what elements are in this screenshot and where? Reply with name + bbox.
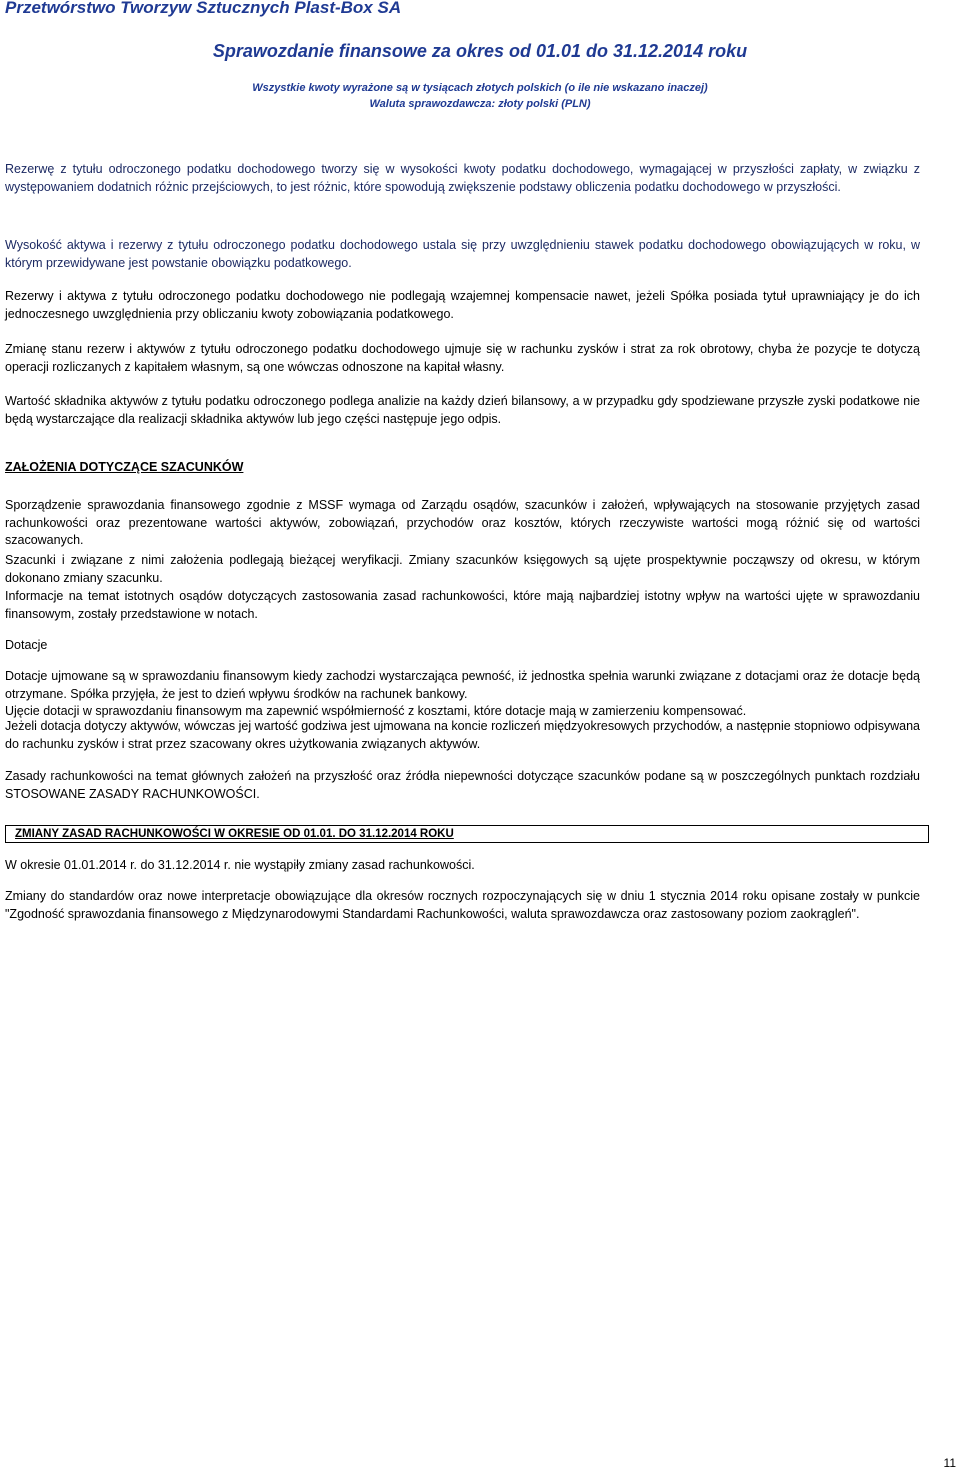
- heading-accounting-changes-box: ZMIANY ZASAD RACHUNKOWOŚCI W OKRESIE OD 01.01. DO 31.12.2014 ROKU: [5, 825, 929, 843]
- paragraph-change-in-reserves: Zmianę stanu rezerw i aktywów z tytułu odroczonego podatku dochodowego ujmuje się w rachunku zysków i strat za rok obrotowy, chyba że pozycje te dotyczą operacji rozliczanych z kapitałem własnym, są one wówczas odnoszone na kapitał własny.: [5, 342, 920, 374]
- paragraph-judgements-info: Informacje na temat istotnych osądów dotyczących zastosowania zasad rachunkowości, które mają najbardziej istotny wpływ na wartości ujęte w sprawozdaniu finansowym, zostały przedstawione w notach.: [5, 589, 920, 621]
- paragraph-ifrs-estimates: Sporządzenie sprawozdania finansowego zgodnie z MSSF wymaga od Zarządu osądów, szacunków i założeń, wpływających na stosowanie przyjętych zasad rachunkowości oraz prezentowane wartości aktywów, zobowiązań, przychodów oraz kosztów, których rzeczywiste wartości mogą różnić się od wartości szacowanych.: [5, 498, 920, 548]
- paragraph-accounting-principles-reference: Zasady rachunkowości na temat głównych założeń na przyszłość oraz źródła niepewności dotyczące szacunków podane są w poszczególnych punktach rozdziału STOSOWANE ZASADY RACHUNKOWOŚCI.: [5, 769, 920, 801]
- currency-note: Waluta sprawozdawcza: złoty polski (PLN): [369, 98, 591, 110]
- heading-grants: Dotacje: [5, 638, 48, 652]
- paragraph-deferred-tax-reserve: Rezerwę z tytułu odroczonego podatku dochodowego tworzy się w wysokości kwoty podatku dochodowego, wymagającej w przyszłości zapłaty, w związku z występowaniem dodatnich różnic przejściowych, to jest różnic, które spowodują zwiększenie podstawy obliczenia podatku dochodowego w przyszłości.: [5, 162, 920, 194]
- heading-estimates-assumptions: ZAŁOŻENIA DOTYCZĄCE SZACUNKÓW: [5, 460, 244, 474]
- paragraph-estimates-review: Szacunki i związane z nimi założenia podlegają bieżącej weryfikacji. Zmiany szacunków księgowych są ujęte prospektywnie począwszy od okresu, w którym dokonano zmiany szacunku.: [5, 553, 920, 585]
- paragraph-grants-recognition: Dotacje ujmowane są w sprawozdaniu finansowym kiedy zachodzi wystarczająca pewność, iż jednostka spełnia warunki związane z dotacjami oraz że dotacje będą otrzymane. Spółka przyjęła, że jest to dzień wpływu środków na rachunek bankowy.: [5, 669, 920, 701]
- paragraph-tax-rates: Wysokość aktywa i rezerwy z tytułu odroczonego podatku dochodowego ustala się przy uwzględnieniu stawek podatku dochodowego obowiązujących w roku, w którym przewidywane jest powstanie obowiązku podatkowego.: [5, 238, 920, 270]
- amounts-note: Wszystkie kwoty wyrażone są w tysiącach złotych polskich (o ile nie wskazano inaczej): [252, 82, 708, 94]
- paragraph-standards-changes: Zmiany do standardów oraz nowe interpretacje obowiązujące dla okresów rocznych rozpoczynających się w dniu 1 stycznia 2014 roku opisane zostały w punkcie "Zgodność sprawozdania finansowego z Międzynarodowymi Standardami Rachunkowości, waluta sprawozdawcza oraz zastosowany poziom zaokrągleń".: [5, 889, 920, 921]
- company-name: Przetwórstwo Tworzyw Sztucznych Plast-Box SA: [5, 0, 402, 17]
- paragraph-grants-assets: Jeżeli dotacja dotyczy aktywów, wówczas jej wartość godziwa jest ujmowana na koncie rozliczeń międzyokresowych przychodów, a następnie stopniowo odpisywana do rachunku zysków i strat przez szacowany okres użytkowania związanych aktywów.: [5, 719, 920, 751]
- paragraph-asset-value-analysis: Wartość składnika aktywów z tytułu podatku odroczonego podlega analizie na każdy dzień bilansowy, a w przypadku gdy spodziewane przyszłe zyski podatkowe nie będą wystarczające dla realizacji składnika aktywów lub jego części następuje jego odpis.: [5, 394, 920, 426]
- report-title: Sprawozdanie finansowe za okres od 01.01 do 31.12.2014 roku: [212, 41, 748, 61]
- paragraph-no-changes: W okresie 01.01.2014 r. do 31.12.2014 r. nie wystąpiły zmiany zasad rachunkowości.: [5, 858, 475, 872]
- page-number: 11: [943, 1456, 956, 1470]
- paragraph-grants-matching: Ujęcie dotacji w sprawozdaniu finansowym ma zapewnić współmierność z kosztami, które dotacje mają w zamierzeniu kompensować.: [5, 704, 747, 718]
- paragraph-no-offset: Rezerwy i aktywa z tytułu odroczonego podatku dochodowego nie podlegają wzajemnej kompensacie nawet, jeżeli Spółka posiada tytuł uprawniający je do ich jednoczesnego uwzględnienia przy obliczaniu kwoty zobowiązania podatkowego.: [5, 289, 920, 321]
